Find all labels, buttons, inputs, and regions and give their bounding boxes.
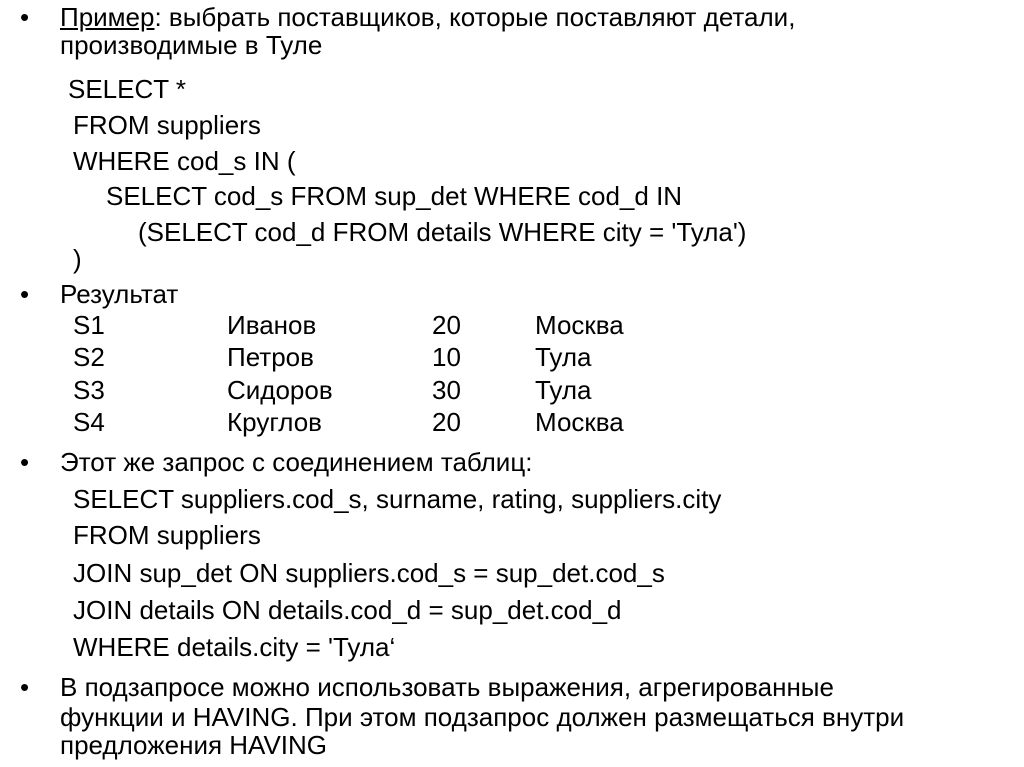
example-lead: Пример [60, 2, 155, 32]
cell-surname: Иванов [227, 310, 317, 340]
join-line-5: WHERE details.city = 'Тула‘ [73, 632, 396, 662]
query1-line-4: SELECT cod_s FROM sup_det WHERE cod_d IN [106, 181, 683, 211]
cell-rating: 10 [432, 342, 461, 372]
cell-city: Москва [535, 407, 624, 437]
note-line-3: предложения HAVING [60, 730, 328, 760]
cell-surname: Сидоров [227, 375, 333, 405]
note-line-1: В подзапросе можно использовать выражения, агрегированные [60, 672, 834, 702]
cell-code: S1 [73, 310, 105, 340]
query1-line-2: FROM suppliers [73, 110, 261, 140]
cell-surname: Круглов [227, 407, 322, 437]
join-heading: Этот же запрос с соединением таблиц: [60, 447, 533, 477]
query1-line-1: SELECT * [68, 74, 187, 104]
query1-line-6: ) [73, 244, 82, 274]
cell-city: Москва [535, 310, 624, 340]
note-line-2: функции и HAVING. При этом подзапрос должен размещаться внутри [60, 702, 905, 732]
cell-city: Тула [535, 342, 592, 372]
cell-surname: Петров [227, 342, 314, 372]
bullet-marker: • [20, 279, 30, 309]
cell-city: Тула [535, 375, 592, 405]
cell-rating: 20 [432, 407, 461, 437]
example-line-1 [60, 2, 795, 32]
example-line-2: производимые в Туле [60, 30, 323, 60]
join-line-4: JOIN details ON details.cod_d = sup_det.cod_d [73, 595, 622, 625]
result-heading: Результат [60, 279, 179, 309]
cell-rating: 20 [432, 310, 461, 340]
cell-rating: 30 [432, 375, 461, 405]
query1-line-5: (SELECT cod_d FROM details WHERE city = 'Тула') [138, 217, 747, 247]
join-line-1: SELECT suppliers.cod_s, surname, rating, suppliers.city [73, 484, 722, 514]
cell-code: S4 [73, 407, 105, 437]
join-line-2: FROM suppliers [73, 520, 261, 550]
cell-code: S3 [73, 375, 105, 405]
bullet-marker: • [20, 447, 30, 477]
query1-line-3: WHERE cod_s IN ( [73, 146, 296, 176]
cell-code: S2 [73, 342, 105, 372]
example-rest: : выбрать поставщиков, которые поставляют детали, [154, 2, 796, 32]
join-line-3: JOIN sup_det ON suppliers.cod_s = sup_det.cod_s [73, 558, 665, 588]
bullet-marker: • [20, 2, 30, 32]
bullet-marker: • [20, 672, 30, 702]
